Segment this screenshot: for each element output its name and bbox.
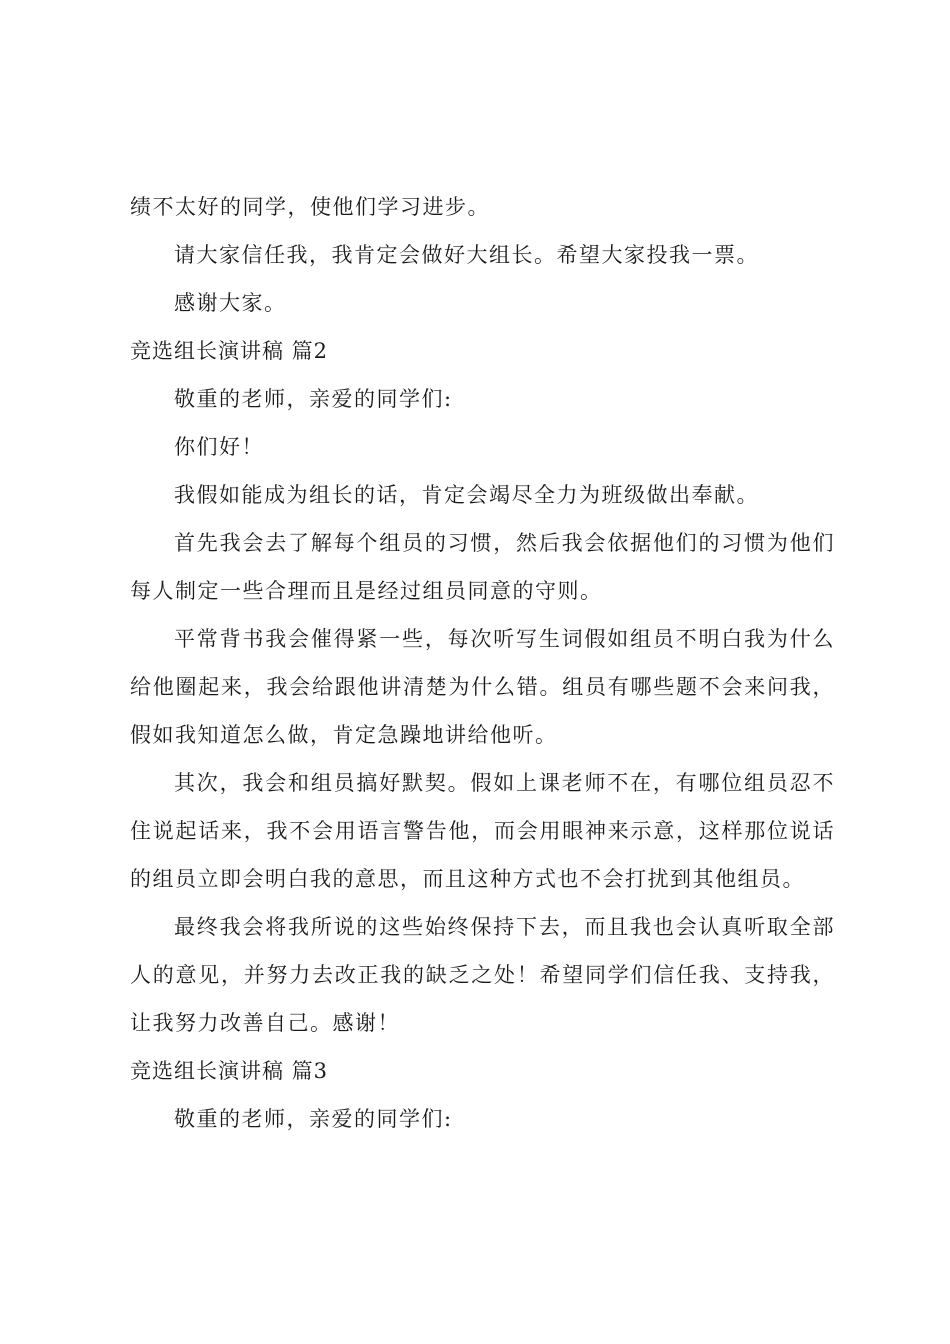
paragraph: 其次，我会和组员搞好默契。假如上课老师不在，有哪位组员忍不住说起话来，我不会用语言警告他，而会用眼神来示意，这样那位说话的组员立即会明白我的意思，而且这种方式也不会打扰到其他组员。 — [130, 771, 835, 891]
section-heading: 竞选组长演讲稿 篇2 — [130, 339, 329, 363]
document-body — [130, 183, 835, 1143]
section-heading: 竞选组长演讲稿 篇3 — [130, 1059, 329, 1083]
paragraph: 平常背书我会催得紧一些，每次听写生词假如组员不明白我为什么给他圈起来，我会给跟他讲清楚为什么错。组员有哪些题不会来问我，假如我知道怎么做，肯定急躁地讲给他听。 — [130, 627, 835, 747]
continuation-line: 绩不太好的同学，使他们学习进步。 — [130, 195, 490, 219]
paragraph: 最终我会将我所说的这些始终保持下去，而且我也会认真听取全部人的意见，并努力去改正我的缺乏之处！希望同学们信任我、支持我，让我努力改善自己。感谢！ — [130, 915, 835, 1035]
salutation: 敬重的老师，亲爱的同学们: — [174, 387, 453, 411]
paragraph: 请大家信任我，我肯定会做好大组长。希望大家投我一票。 — [174, 243, 759, 267]
paragraph: 首先我会去了解每个组员的习惯，然后我会依据他们的习惯为他们每人制定一些合理而且是经过组员同意的守则。 — [130, 531, 835, 603]
salutation: 敬重的老师，亲爱的同学们: — [174, 1107, 453, 1131]
greeting: 你们好！ — [174, 435, 264, 459]
paragraph: 感谢大家。 — [174, 291, 287, 315]
paragraph: 我假如能成为组长的话，肯定会竭尽全力为班级做出奉献。 — [174, 483, 759, 507]
